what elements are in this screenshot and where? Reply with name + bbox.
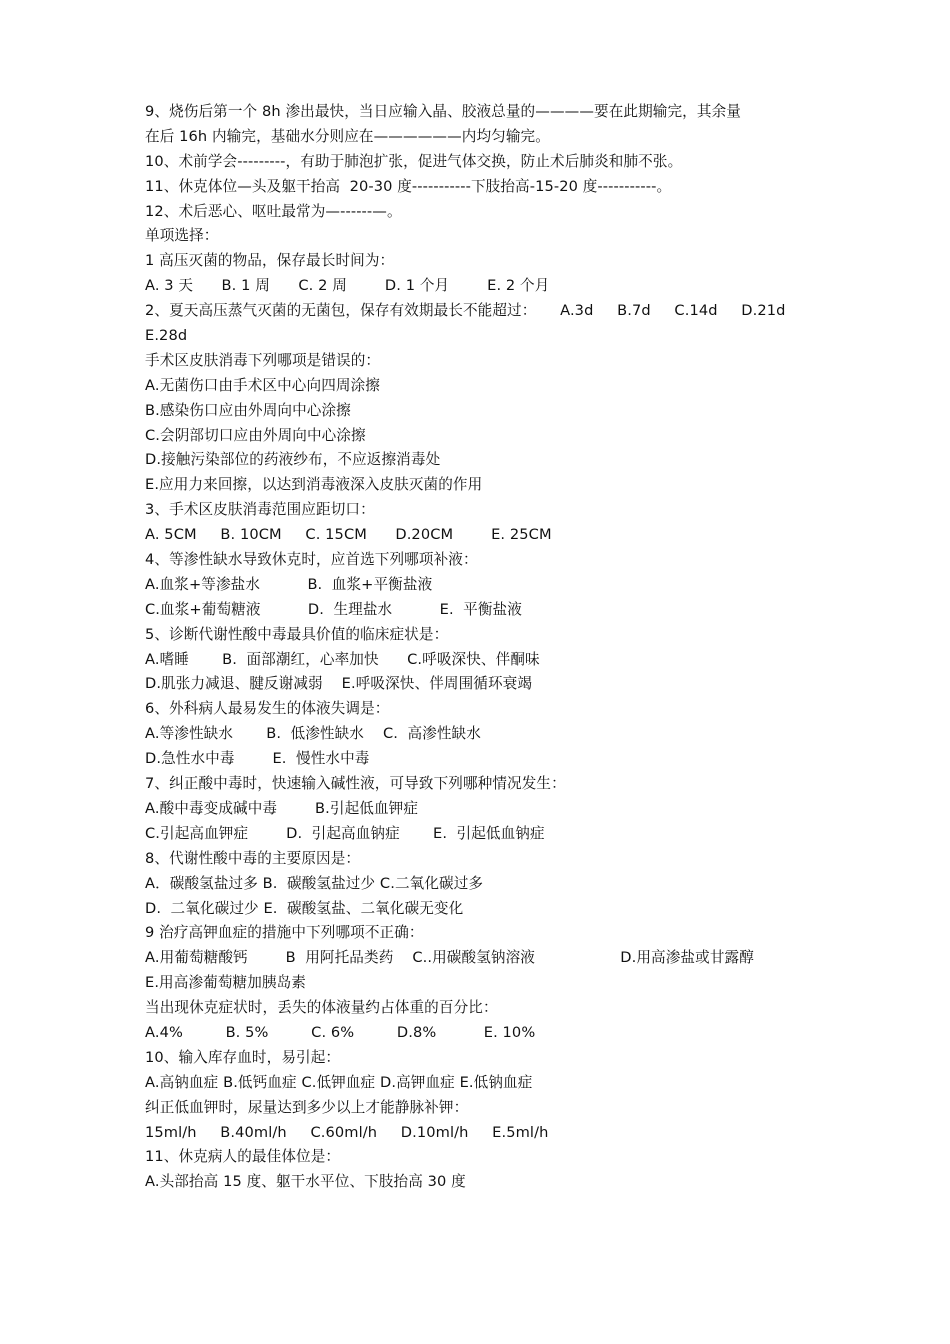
text-line: A. 3 天 B. 1 周 C. 2 周 D. 1 个月 E. 2 个月: [145, 277, 550, 295]
text-line: A.4% B. 5% C. 6% D.8% E. 10%: [145, 1023, 536, 1041]
text-line: 15ml/h B.40ml/h C.60ml/h D.10ml/h E.5ml/h: [145, 1123, 549, 1141]
text-line: 纠正低血钾时，尿量达到多少以上才能静脉补钾：: [145, 1098, 469, 1116]
text-line: 当出现休克症状时，丢失的体液量约占体重的百分比：: [145, 999, 498, 1017]
text-line: D.急性水中毒 E. 慢性水中毒: [145, 750, 370, 768]
text-line: E.应用力来回擦，以达到消毒液深入皮肤灭菌的作用: [145, 476, 483, 494]
text-line: 1 高压灭菌的物品，保存最长时间为：: [145, 252, 395, 270]
text-line: 9、烧伤后第一个 8h 渗出最快，当日应输入晶、胶液总量的————要在此期输完，其余量: [145, 103, 741, 120]
text-line: 10、术前学会---------，有助于肺泡扩张，促进气体交换，防止术后肺炎和肺不张。: [145, 152, 683, 170]
text-line: 11、休克病人的最佳体位是：: [145, 1148, 341, 1166]
text-line: C.引起高血钾症 D. 引起高血钠症 E. 引起低血钠症: [145, 824, 545, 842]
text-line: 12、术后恶心、呕吐最常为—------—。: [145, 202, 402, 220]
text-line: E.用高渗葡萄糖加胰岛素: [145, 974, 306, 992]
text-line: 6、外科病人最易发生的体液失调是：: [145, 700, 390, 718]
text-line: B.感染伤口应由外周向中心涂擦: [145, 401, 351, 419]
text-line: A. 5CM B. 10CM C. 15CM D.20CM E. 25CM: [145, 526, 552, 544]
text-line: A.等渗性缺水 B. 低渗性缺水 C. 高渗性缺水: [145, 725, 481, 743]
text-line: 11、休克体位—头及躯干抬高 20-30 度-----------下肢抬高-15-20 度-----------。: [145, 177, 672, 195]
text-line: 8、代谢性酸中毒的主要原因是：: [145, 849, 361, 867]
text-line: D.接触污染部位的药液纱布，不应返擦消毒处: [145, 451, 441, 469]
text-line: 2、夏天高压蒸气灭菌的无菌包，保存有效期最长不能超过： A.3d B.7d C.14d D.21d: [145, 302, 786, 320]
text-line: C.会阴部切口应由外周向中心涂擦: [145, 426, 366, 444]
text-line: E.28d: [145, 327, 188, 345]
text-line: A.酸中毒变成碱中毒 B.引起低血钾症: [145, 799, 419, 817]
text-line: A.高钠血症 B.低钙血症 C.低钾血症 D.高钾血症 E.低钠血症: [145, 1073, 533, 1091]
text-line: A．碳酸氢盐过多 B. 碳酸氢盐过少 C.二氧化碳过多: [145, 874, 484, 892]
text-line: 7、纠正酸中毒时，快速输入碱性液，可导致下列哪种情况发生：: [145, 775, 566, 793]
text-line: 9 治疗高钾血症的措施中下列哪项不正确：: [145, 924, 424, 942]
text-line: A.血浆+等渗盐水 B. 血浆+平衡盐液: [145, 575, 433, 593]
text-line: 10、输入库存血时，易引起：: [145, 1048, 341, 1066]
document-body: [145, 100, 815, 1195]
text-line: A.无菌伤口由手术区中心向四周涂擦: [145, 376, 380, 394]
text-line: 4、等渗性缺水导致休克时，应首选下列哪项补液：: [145, 551, 478, 569]
text-line: A.头部抬高 15 度、躯干水平位、下肢抬高 30 度: [145, 1173, 466, 1191]
text-line: D. 二氧化碳过少 E. 碳酸氢盐、二氧化碳无变化: [145, 899, 464, 917]
text-line: A.嗜睡 B. 面部潮红，心率加快 C.呼吸深快、伴酮味: [145, 650, 540, 668]
text-line: 3、手术区皮肤消毒范围应距切口：: [145, 501, 375, 519]
text-line: 5、诊断代谢性酸中毒最具价值的临床症状是：: [145, 625, 449, 643]
text-line: 单项选择：: [145, 227, 219, 245]
text-line: 手术区皮肤消毒下列哪项是错误的：: [145, 351, 381, 369]
text-line: D.肌张力减退、腱反谢减弱 E.呼吸深快、伴周围循环衰竭: [145, 675, 533, 693]
text-line: C.血浆+葡萄糖液 D. 生理盐水 E. 平衡盐液: [145, 600, 522, 618]
text-line: 在后 16h 内输完，基础水分则应在——————内均匀输完。: [145, 127, 550, 145]
text-line: A.用葡萄糖酸钙 B 用阿托品类药 C..用碳酸氢钠溶液 D.用高渗盐或甘露醇: [145, 949, 754, 967]
